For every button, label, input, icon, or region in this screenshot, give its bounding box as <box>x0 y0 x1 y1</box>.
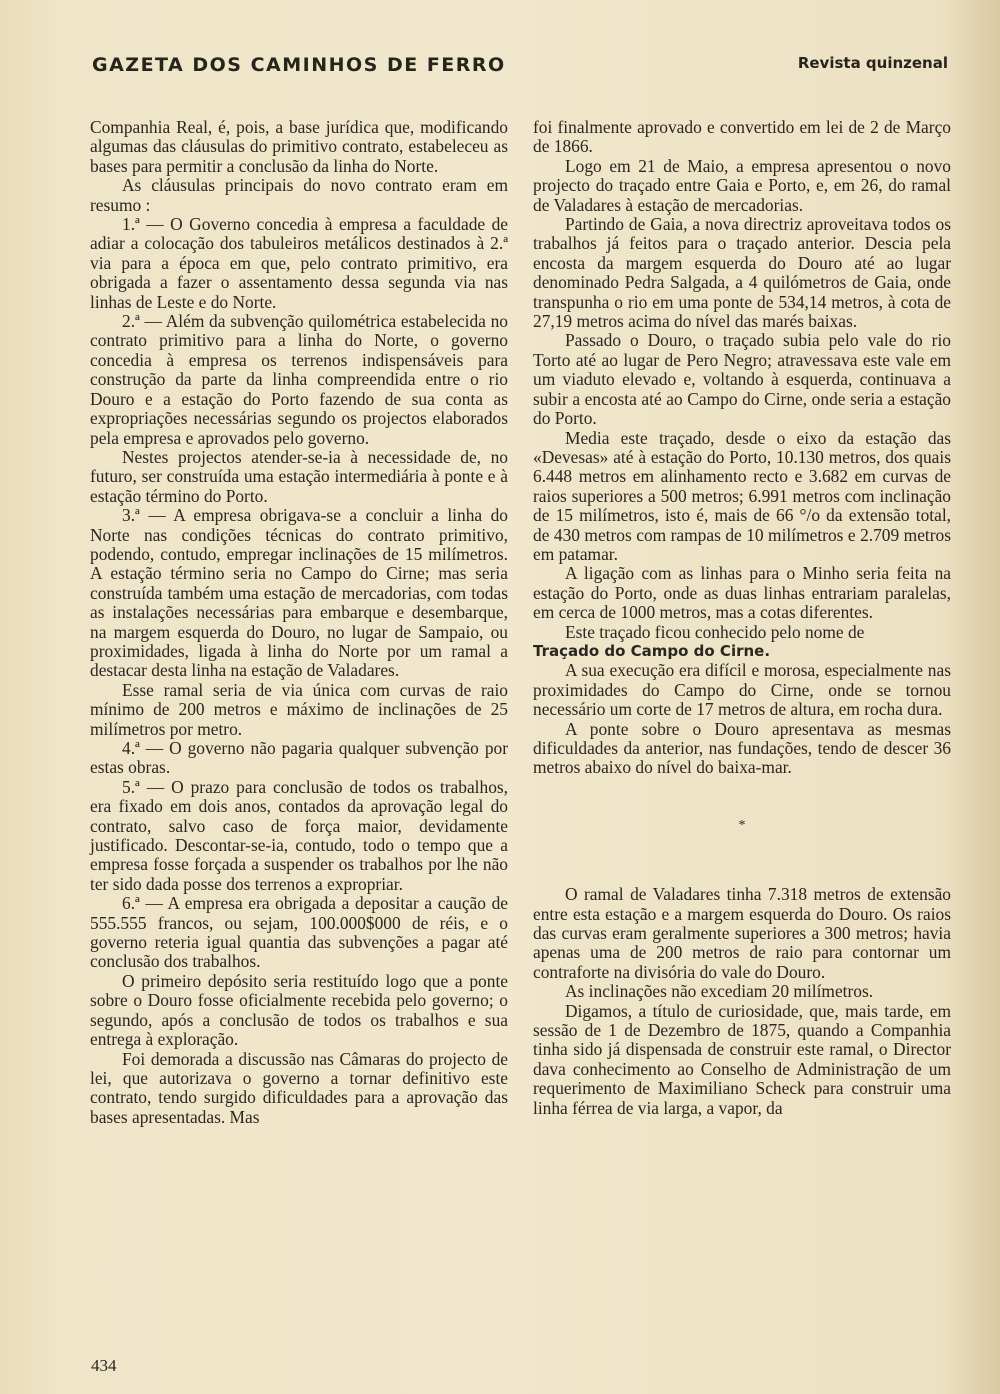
paragraph: O ramal de Valadares tinha 7.318 metros de extensão entre esta estação e a margem esquerda do Douro. Os raios das curvas eram geralmente superiores a 300 metros; havia apenas uma de 200 metros de raio para contornar um contraforte na divisória do vale do Douro. <box>533 884 951 982</box>
paragraph: Passado o Douro, o traçado subia pelo vale do rio Torto até ao lugar de Pero Negro; atravessava este vale em um viaduto elevado e, voltando à esquerda, continuava a subir a encosta até ao Campo do Cirne, onde seria a estação do Porto. <box>533 330 951 429</box>
paragraph: 2.ª — Além da subvenção quilométrica estabelecida no contrato primitivo para a linha do Norte, o governo concedia à empresa os terrenos indispensáveis para construção da parte da linha compreendida entre o rio Douro e a estação do Porto fazendo de sua conta as expropriações necessárias segundo os projectos elaborados pela empresa e aprovados pelo governo. <box>90 311 508 448</box>
paragraph: Esse ramal seria de via única com curvas de raio mínimo de 200 metros e máximo de inclinações de 25 milímetros por metro. <box>90 679 508 739</box>
paragraph: As inclinações não excediam 20 milímetros. <box>565 981 874 1002</box>
paragraph: Media este traçado, desde o eixo da estação das «Devesas» até à estação do Porto, 10.130 metros, dos quais 6.448 metros em alinhamento recto e 3.682 em curvas de raios superiores a 500 metros; 6.991 metros com inclinação de 15 milímetros, isto é, mais de 66 °/o da extensão total, de 430 metros com rampas de 10 milímetros e 2.709 metros em patamar. <box>533 427 951 564</box>
section-subheading: Traçado do Campo do Cirne. <box>533 641 771 660</box>
paragraph: 6.ª — A empresa era obrigada a depositar a caução de 555.555 francos, ou sejam, 100.000$000 de réis, e o governo reteria igual quantia das subvenções a pagar até conclusão dos trabalhos. <box>90 893 508 972</box>
paragraph: 4.ª — O governo não pagaria qualquer subvenção por estas obras. <box>90 738 508 778</box>
paragraph: As cláusulas principais do novo contrato eram em resumo : <box>90 175 508 215</box>
journal-title: GAZETA DOS CAMINHOS DE FERRO <box>92 54 506 76</box>
paragraph: O primeiro depósito seria restituído logo que a ponte sobre o Douro fosse oficialmente recebida pelo governo; o segundo, após a conclusão de todos os trabalhos e sua entrega à exploração. <box>90 970 508 1050</box>
right-column <box>533 118 951 1118</box>
left-column <box>90 118 508 1127</box>
paragraph: Foi demorada a discussão nas Câmaras do projecto de lei, que autorizava o governo a tornar definitivo este contrato, tendo surgido dificuldades para a aprovação das bases apresentadas. Mas <box>90 1048 508 1127</box>
paragraph: 5.ª — O prazo para conclusão de todos os trabalhos, era fixado em dois anos, contados da aprovação legal do contrato, salvo caso de força maior, devidamente justificado. Descontar-se-ia, contudo, todo o tempo que a empresa fosse forçada a suspender os trabalhos por lhe não ter sido dada posse dos terrenos a expropriar. <box>90 776 508 894</box>
section-separator: * <box>738 817 746 833</box>
paragraph: Companhia Real, é, pois, a base jurídica que, modificando algumas das cláusulas do primitivo contrato, estabeleceu as bases para permitir a conclusão da linha do Norte. <box>90 117 508 176</box>
paragraph: 3.ª — A empresa obrigava-se a concluir a linha do Norte nas condições técnicas do contrato primitivo, podendo, contudo, empregar inclinações de 15 milímetros. A estação término seria no Campo do Cirne; mas seria construída também uma estação de mercadorias, com todas as instalações necessárias para embarque e desembarque, na margem esquerda do Douro, no lugar de Sampaio, ou proximidades, ligada à linha do Norte por um ramal a destacar desta linha na estação de Valadares. <box>90 505 508 681</box>
journal-subtitle: Revista quinzenal <box>797 54 948 72</box>
page-header <box>92 54 948 84</box>
paragraph: A ponte sobre o Douro apresentava as mesmas dificuldades da anterior, nas fundações, tendo de descer 36 metros abaixo do nível do baixa-mar. <box>533 718 951 778</box>
paragraph: foi finalmente aprovado e convertido em lei de 2 de Março de 1866. <box>533 117 951 157</box>
paragraph: Digamos, a título de curiosidade, que, mais tarde, em sessão de 1 de Dezembro de 1875, quando a Companhia tinha sido já dispensada de construir este ramal, o Director dava conhecimento ao Conselho de Administração de um requerimento de Maximiliano Scheck para construir uma linha férrea de via larga, a vapor, da <box>533 1000 951 1118</box>
paragraph: Este traçado ficou conhecido pelo nome de <box>565 621 865 642</box>
paragraph: 1.ª — O Governo concedia à empresa a faculdade de adiar a colocação dos tabuleiros metálicos destinados à 2.ª via para a época em que, pelo contrato primitivo, era obrigada a fazer o assentamento dessa segunda via nas linhas de Leste e do Norte. <box>90 214 508 312</box>
paragraph: Logo em 21 de Maio, a empresa apresentou o novo projecto do traçado entre Gaia e Porto, e, em 26, do ramal de Valadares à estação de mercadorias. <box>533 155 951 215</box>
paragraph: Nestes projectos atender-se-ia à necessidade de, no futuro, ser construída uma estação intermediária à ponte e à estação término do Porto. <box>90 446 508 506</box>
paragraph: A ligação com as linhas para o Minho seria feita na estação do Porto, onde as duas linhas entrariam paralelas, em cerca de 1000 metros, mas a cotas diferentes. <box>533 563 951 623</box>
page-number: 434 <box>91 1356 117 1375</box>
paragraph: Partindo de Gaia, a nova directriz aproveitava todos os trabalhos já feitos para o traçado anterior. Descia pela encosta da margem esquerda do Douro até ao lugar denominado Pedra Salgada, a 4 quilómetros de Gaia, onde transpunha o rio em uma ponte de 534,14 metros, à cota de 27,19 metros acima do nível das marés baixas. <box>533 214 951 332</box>
paragraph: A sua execução era difícil e morosa, especialmente nas proximidades do Campo do Cirne, onde se tornou necessário um corte de 17 metros de altura, em rocha dura. <box>533 660 951 720</box>
